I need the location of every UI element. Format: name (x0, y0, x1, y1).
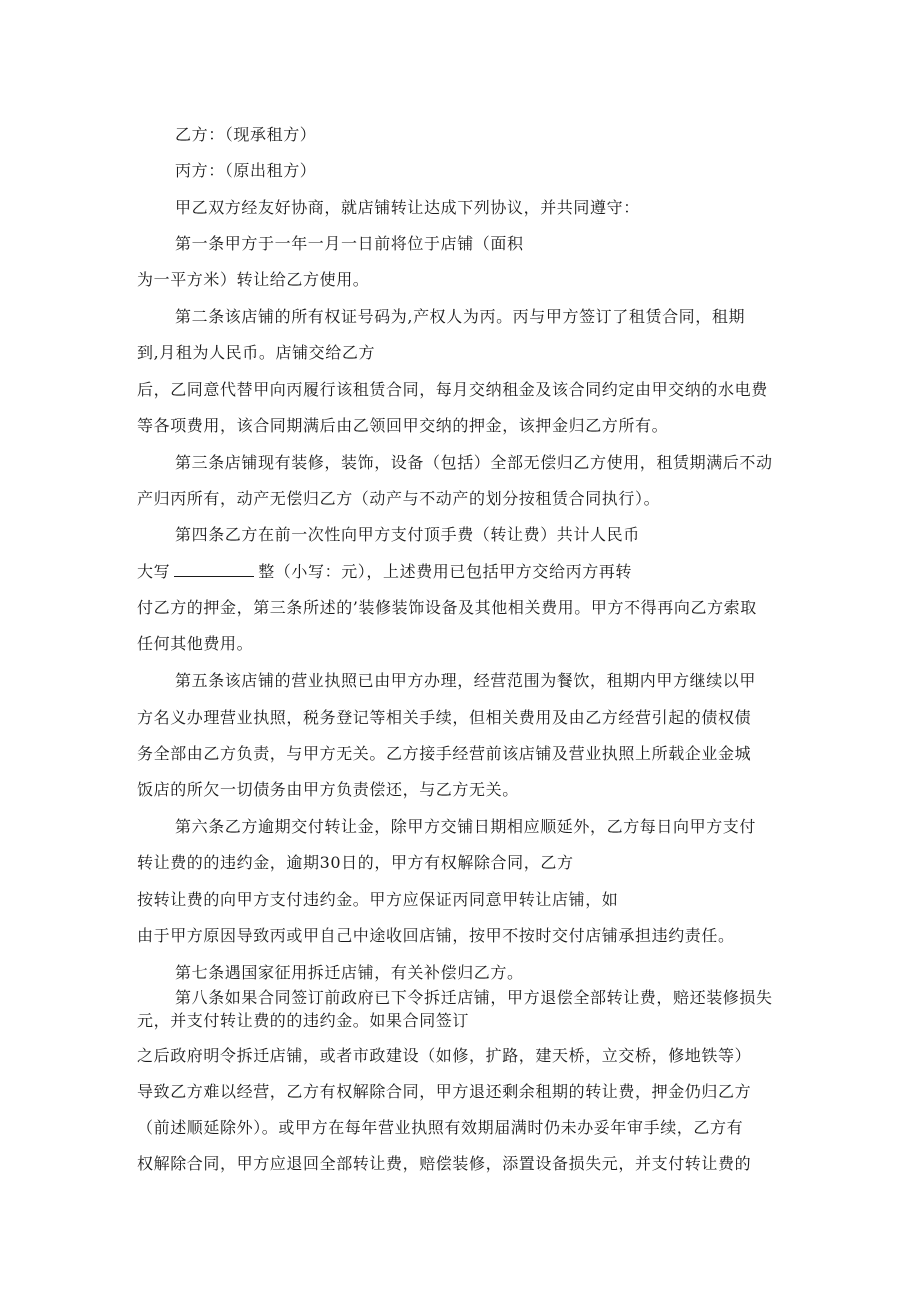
clause-4-line-3: 付乙方的押金，第三条所述的’装修装饰设备及其他相关费用。甲方不得再向乙方索取 (137, 598, 757, 617)
clause-3-line-2: 产归丙所有，动产无偿归乙方（动产与不动产的划分按租赁合同执行）。 (137, 489, 661, 508)
clause-4-line-1: 第四条乙方在前一次性向甲方支付顶手费（转让费）共计人民币 (175, 525, 640, 544)
clause-7-line-1: 第七条遇国家征用拆迁店铺，有关补偿归乙方。 (175, 963, 524, 982)
clause-5-line-4: 饭店的所欠一切债务由甲方负责偿还，与乙方无关。 (137, 780, 519, 799)
clause-2-line-4: 等各项费用，该合同期满后由乙领回甲交纳的押金，该押金归乙方所有。 (137, 416, 669, 435)
clause-8-line-3: 之后政府明令拆迁店铺，或者市政建设（如修，扩路，建天桥，立交桥，修地铁等） (137, 1046, 752, 1065)
clause-2-line-1: 第二条该店铺的所有权证号码为,产权人为丙。丙与甲方签订了租赁合同，租期 (175, 307, 746, 326)
clause-4-line-2 (137, 561, 632, 583)
clause-8-line-4: 导致乙方难以经营，乙方有权解除合同，甲方退还剩余租期的转让费，押金仍归乙方 (137, 1082, 752, 1101)
amount-blank (174, 562, 254, 577)
clause-2-line-3: 后，乙同意代替甲向丙履行该租赁合同，每月交纳租金及该合同约定由甲交纳的水电费 (137, 380, 768, 399)
clause-6-line-2: 转让费的的违约金，逾期30日的，甲方有权解除合同，乙方 (137, 853, 574, 872)
clause-1-line-2: 为一平方米）转让给乙方使用。 (137, 270, 370, 289)
clause-8-line-5: （前述顺延除外）。或甲方在每年营业执照有效期届满时仍未办妥年审手续，乙方有 (137, 1118, 744, 1137)
clause-6-line-4: 由于甲方原因导致丙或甲自己中途收回店铺，按甲不按时交付店铺承担违约责任。 (137, 926, 735, 945)
clause-6-line-3: 按转让费的向甲方支付违约金。甲方应保证丙同意甲转让店铺，如 (137, 890, 619, 909)
clause-5-line-3: 务全部由乙方负责，与甲方无关。乙方接手经营前该店铺及营业执照上所载企业金城 (137, 744, 752, 763)
party-b-line: 乙方：（现承租方） (175, 125, 317, 144)
clause-6-line-1: 第六条乙方逾期交付转让金，除甲方交铺日期相应顺延外，乙方每日向甲方支付 (175, 817, 757, 836)
clause-5-line-2: 方名义办理营业执照，税务登记等相关手续，但相关费用及由乙方经营引起的债权债 (137, 708, 752, 727)
clause-8-line-6: 权解除合同，甲方应退回全部转让费，赔偿装修，添置设备损失元，并支付转让费的 (137, 1154, 752, 1173)
clause-5-line-1: 第五条该店铺的营业执照已由甲方办理，经营范围为餐饮，租期内甲方继续以甲 (175, 671, 757, 690)
party-c-line: 丙方：（原出租方） (175, 161, 317, 180)
clause-2-line-2: 到,月租为人民币。店铺交给乙方 (137, 343, 376, 362)
clause-4-line-2-rest: 整（小写：元），上述费用已包括甲方交给丙方再转 (258, 562, 633, 581)
clause-1-line-1: 第一条甲方于一年一月一日前将位于店铺（面积 (175, 234, 524, 253)
clause-8-line-2: 元，并支付转让费的的违约金。如果合同签订 (137, 1011, 470, 1030)
clause-4-daxie-label: 大写 (137, 562, 171, 581)
clause-3-line-1: 第三条店铺现有装修，装饰，设备（包括）全部无偿归乙方使用，租赁期满后不动 (175, 453, 773, 472)
clause-8-line-1: 第八条如果合同签订前政府已下令拆迁店铺，甲方退偿全部转让费，赔还装修损失 (175, 988, 773, 1007)
clause-4-line-4: 任何其他费用。 (137, 634, 254, 653)
preamble-line: 甲乙双方经友好协商，就店铺转让达成下列协议，并共同遵守： (175, 198, 640, 217)
